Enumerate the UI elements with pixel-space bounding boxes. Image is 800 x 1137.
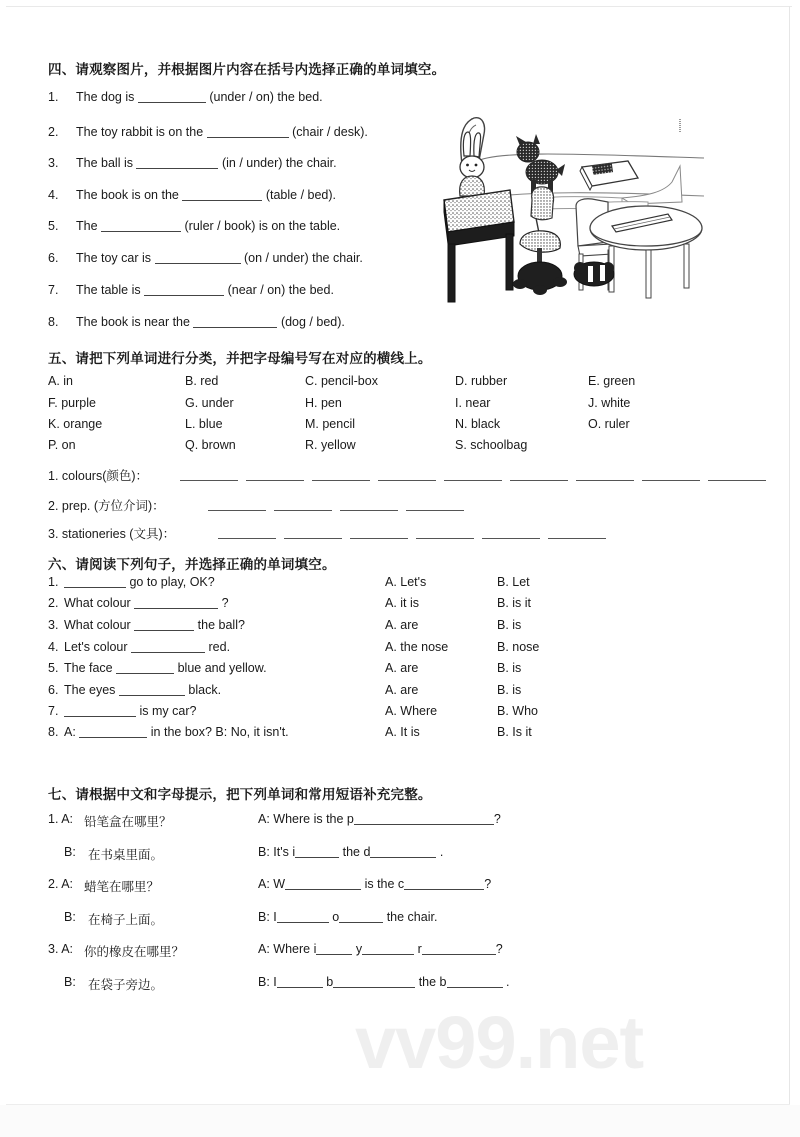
category-answer-blank[interactable] <box>350 538 408 539</box>
english-segment: the d <box>342 845 371 859</box>
question-text <box>64 618 245 632</box>
english-answer-a <box>258 877 491 891</box>
question-suffix: (chair / desk). <box>292 125 368 139</box>
answer-blank[interactable] <box>295 846 339 858</box>
page-shadow-bottom <box>0 1105 800 1137</box>
english-prefix: A: Where is the p <box>258 812 354 826</box>
category-answer-blank[interactable] <box>378 480 436 481</box>
question-number: 8. <box>48 725 59 739</box>
question-number: 6. <box>48 683 59 697</box>
word-bank-item: K. orange <box>48 417 103 431</box>
english-answer-b <box>258 975 509 989</box>
chinese-prompt-a: 铅笔盒在哪里？ <box>84 815 172 829</box>
answer-blank[interactable] <box>447 976 503 988</box>
word-bank-item: N. black <box>455 417 501 431</box>
prompt-number-a: 1. A: <box>48 812 74 826</box>
question-number: 5. <box>48 219 59 233</box>
question-number: 7. <box>48 704 59 718</box>
answer-blank[interactable] <box>354 813 494 825</box>
english-segment: the chair. <box>386 910 438 924</box>
prompt-number-a: 2. A: <box>48 877 74 891</box>
category-answer-blank[interactable] <box>208 510 266 511</box>
category-answer-blank[interactable] <box>416 538 474 539</box>
english-suffix: ? <box>493 812 501 826</box>
question-number: 4. <box>48 188 59 202</box>
question-prefix: The table is <box>76 283 141 297</box>
answer-blank[interactable] <box>64 705 136 717</box>
section-7-heading: 七、请根据中文和字母提示，把下列单词和常用短语补充完整。 <box>48 787 432 802</box>
question-suffix: (near / on) the bed. <box>227 283 334 297</box>
english-prefix: A: W <box>258 877 286 891</box>
option-b[interactable]: B. is <box>497 683 522 697</box>
word-bank-item: H. pen <box>305 396 342 410</box>
question-suffix: ? <box>221 596 229 610</box>
category-answer-blank[interactable] <box>482 538 540 539</box>
question-text <box>76 125 368 139</box>
english-segment: B: I <box>258 910 277 924</box>
prompt-number-b: B: <box>64 910 76 924</box>
question-number: 2. <box>48 125 59 139</box>
question-number: 6. <box>48 251 59 265</box>
question-prefix: Let's colour <box>64 640 128 654</box>
english-segment: the b <box>418 975 447 989</box>
question-number: 1. <box>48 90 59 104</box>
question-prefix: A: <box>64 725 76 739</box>
category-answer-blank[interactable] <box>274 510 332 511</box>
word-bank-item: P. on <box>48 438 76 452</box>
question-text <box>64 575 215 589</box>
category-answer-blank[interactable] <box>180 480 238 481</box>
option-a[interactable]: A. Let's <box>385 575 427 589</box>
english-answer-b <box>258 910 437 924</box>
word-bank-item: M. pencil <box>305 417 356 431</box>
option-a[interactable]: A. are <box>385 683 419 697</box>
option-a[interactable]: A. are <box>385 661 419 675</box>
option-b[interactable]: B. nose <box>497 640 540 654</box>
question-number: 2. <box>48 596 59 610</box>
question-prefix: What colour <box>64 618 131 632</box>
word-bank-item: C. pencil-box <box>305 374 378 388</box>
option-b[interactable]: B. Let <box>497 575 530 589</box>
category-answer-blank[interactable] <box>548 538 606 539</box>
answer-blank[interactable] <box>285 878 361 890</box>
section-4-heading: 四、请观察图片，并根据图片内容在括号内选择正确的单词填空。 <box>48 62 446 77</box>
answer-blank[interactable] <box>339 911 383 923</box>
english-suffix: ? <box>495 942 503 956</box>
question-text <box>76 315 345 329</box>
question-number: 1. <box>48 575 59 589</box>
category-answer-blank[interactable] <box>708 480 766 481</box>
english-segment: . <box>505 975 510 989</box>
word-bank-item: A. in <box>48 374 74 388</box>
question-number: 4. <box>48 640 59 654</box>
question-prefix: The dog is <box>76 90 135 104</box>
english-answer-a <box>258 942 503 956</box>
question-prefix: The face <box>64 661 113 675</box>
prompt-number-b: B: <box>64 975 76 989</box>
question-text <box>76 219 340 233</box>
english-mid2: r <box>417 942 422 956</box>
answer-blank[interactable] <box>155 252 241 264</box>
category-answer-blank[interactable] <box>510 480 568 481</box>
option-b[interactable]: B. Who <box>497 704 538 718</box>
word-bank-item: I. near <box>455 396 491 410</box>
english-prefix: A: Where i <box>258 942 317 956</box>
word-bank-item: R. yellow <box>305 438 356 452</box>
question-number: 3. <box>48 618 59 632</box>
answer-blank[interactable] <box>101 220 181 232</box>
question-text <box>64 661 267 675</box>
question-suffix: is my car? <box>139 704 197 718</box>
word-bank-item: Q. brown <box>185 438 236 452</box>
option-b[interactable]: B. is <box>497 661 522 675</box>
question-text <box>64 704 196 718</box>
word-bank-item: L. blue <box>185 417 223 431</box>
answer-blank[interactable] <box>193 316 277 328</box>
question-prefix: The toy rabbit is on the <box>76 125 204 139</box>
english-segment: B: It's i <box>258 845 296 859</box>
option-a[interactable]: A. are <box>385 618 419 632</box>
answer-blank[interactable] <box>134 619 194 631</box>
category-answer-blank[interactable] <box>642 480 700 481</box>
answer-blank[interactable] <box>119 684 185 696</box>
section-6-heading: 六、请阅读下列句子，并选择正确的单词填空。 <box>48 557 336 572</box>
english-segment: . <box>439 845 444 859</box>
question-suffix: red. <box>208 640 231 654</box>
section-5-heading: 五、请把下列单词进行分类，并把字母编号写在对应的横线上。 <box>48 351 432 366</box>
option-a[interactable]: A. It is <box>385 725 420 739</box>
chinese-prompt-a: 你的橡皮在哪里？ <box>84 945 185 959</box>
question-prefix: The <box>76 219 98 233</box>
option-a[interactable]: A. the nose <box>385 640 449 654</box>
prompt-number-a: 3. A: <box>48 942 74 956</box>
word-bank-item: E. green <box>588 374 636 388</box>
answer-blank[interactable] <box>333 976 415 988</box>
question-prefix: The book is near the <box>76 315 190 329</box>
question-text <box>76 90 323 104</box>
english-mid: is the c <box>364 877 405 891</box>
english-suffix: ? <box>484 877 492 891</box>
answer-blank[interactable] <box>422 943 496 955</box>
question-number: 3. <box>48 156 59 170</box>
answer-blank[interactable] <box>277 976 323 988</box>
answer-blank[interactable] <box>277 911 329 923</box>
english-segment: b <box>326 975 334 989</box>
question-number: 8. <box>48 315 59 329</box>
category-answer-blank[interactable] <box>218 538 276 539</box>
answer-blank[interactable] <box>404 878 484 890</box>
option-a[interactable]: A. Where <box>385 704 438 718</box>
word-bank-item: B. red <box>185 374 219 388</box>
question-text <box>64 683 221 697</box>
question-suffix: (table / bed). <box>265 188 337 202</box>
answer-blank[interactable] <box>144 284 224 296</box>
question-text <box>64 596 229 610</box>
chinese-prompt-b: 在椅子上面。 <box>88 913 164 927</box>
category-label: 1. colours(颜色)： <box>48 469 149 483</box>
question-number: 7. <box>48 283 59 297</box>
category-answer-blank[interactable] <box>406 510 464 511</box>
question-prefix: What colour <box>64 596 131 610</box>
category-label: 2. prep. (方位介词)： <box>48 499 165 513</box>
category-label: 3. stationeries (文具)： <box>48 527 176 541</box>
english-answer-b <box>258 845 443 859</box>
question-prefix: The eyes <box>64 683 116 697</box>
site-watermark: vv99.net <box>355 1001 644 1084</box>
question-text <box>76 251 363 265</box>
category-answer-blank[interactable] <box>340 510 398 511</box>
question-suffix: go to play, OK? <box>129 575 215 589</box>
word-bank-item: S. schoolbag <box>455 438 528 452</box>
answer-blank[interactable] <box>131 641 205 653</box>
question-suffix: in the box? B: No, it isn't. <box>150 725 289 739</box>
option-b[interactable]: B. is <box>497 618 522 632</box>
bedroom-illustration <box>432 104 704 316</box>
question-text <box>64 725 289 739</box>
word-bank-item: G. under <box>185 396 234 410</box>
stray-mark <box>679 119 681 133</box>
question-suffix: the ball? <box>197 618 245 632</box>
option-b[interactable]: B. is it <box>497 596 532 610</box>
answer-blank[interactable] <box>79 726 147 738</box>
page-edge-top <box>6 6 792 7</box>
option-a[interactable]: A. it is <box>385 596 420 610</box>
category-answer-blank[interactable] <box>284 538 342 539</box>
english-segment: B: I <box>258 975 277 989</box>
question-prefix: The book is on the <box>76 188 179 202</box>
answer-blank[interactable] <box>64 576 126 588</box>
chinese-prompt-a: 蜡笔在哪里？ <box>84 880 160 894</box>
answer-blank[interactable] <box>134 597 218 609</box>
question-suffix: (on / under) the chair. <box>244 251 363 265</box>
question-number: 5. <box>48 661 59 675</box>
chinese-prompt-b: 在书桌里面。 <box>88 848 164 862</box>
answer-blank[interactable] <box>207 126 289 138</box>
prompt-number-b: B: <box>64 845 76 859</box>
english-mid: y <box>355 942 363 956</box>
answer-blank[interactable] <box>182 189 262 201</box>
question-suffix: (under / on) the bed. <box>209 90 323 104</box>
question-prefix: The ball is <box>76 156 133 170</box>
question-prefix: The toy car is <box>76 251 152 265</box>
english-segment: o <box>332 910 340 924</box>
category-answer-blank[interactable] <box>576 480 634 481</box>
answer-blank[interactable] <box>138 91 206 103</box>
answer-blank[interactable] <box>136 157 218 169</box>
question-suffix: black. <box>188 683 222 697</box>
answer-blank[interactable] <box>316 943 352 955</box>
question-suffix: blue and yellow. <box>177 661 267 675</box>
page-edge-right <box>789 6 790 1105</box>
option-b[interactable]: B. Is it <box>497 725 532 739</box>
word-bank-item: F. purple <box>48 396 96 410</box>
question-text <box>76 156 337 170</box>
question-text <box>64 640 230 654</box>
english-answer-a <box>258 812 501 826</box>
answer-blank[interactable] <box>370 846 436 858</box>
question-suffix: (dog / bed). <box>280 315 345 329</box>
chinese-prompt-b: 在袋子旁边。 <box>88 978 164 992</box>
answer-blank[interactable] <box>362 943 414 955</box>
category-answer-blank[interactable] <box>312 480 370 481</box>
question-text <box>76 283 334 297</box>
question-suffix: (in / under) the chair. <box>221 156 337 170</box>
question-text <box>76 188 336 202</box>
word-bank-item: O. ruler <box>588 417 630 431</box>
category-answer-blank[interactable] <box>444 480 502 481</box>
word-bank-item: J. white <box>588 396 631 410</box>
word-bank-item: D. rubber <box>455 374 508 388</box>
category-answer-blank[interactable] <box>246 480 304 481</box>
question-suffix: (ruler / book) is on the table. <box>184 219 341 233</box>
answer-blank[interactable] <box>116 662 174 674</box>
